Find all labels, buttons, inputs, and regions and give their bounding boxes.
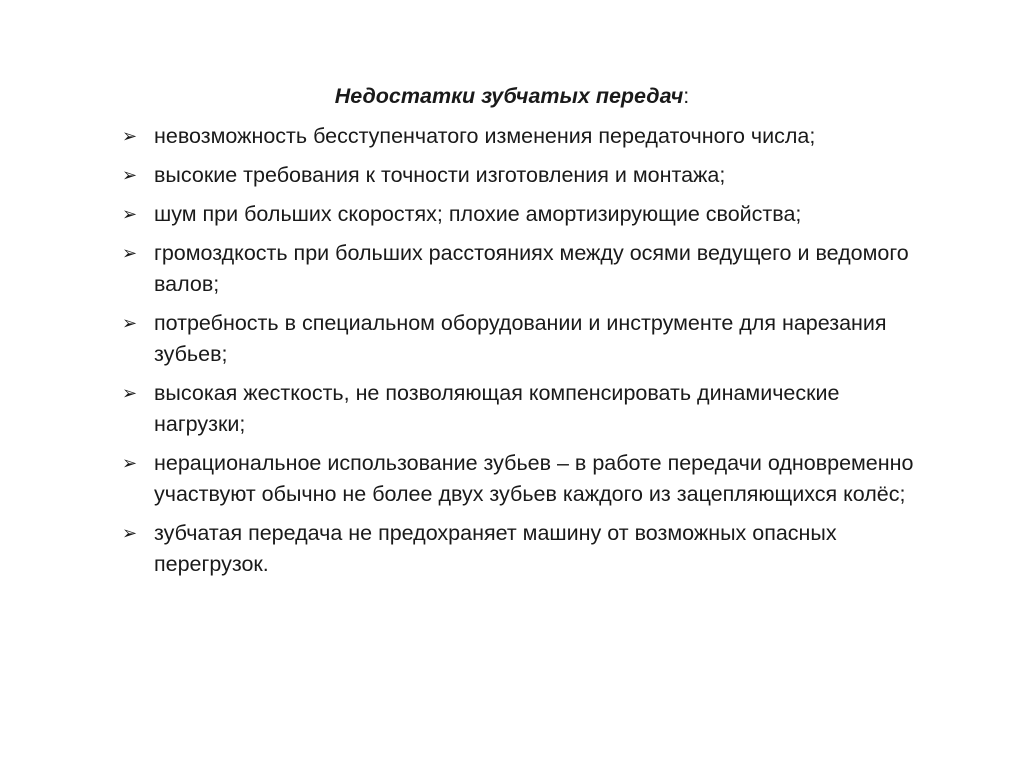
- list-item: [120, 308, 920, 370]
- list-item-text: высокие требования к точности изготовления и монтажа;: [154, 163, 726, 187]
- list-item: [120, 199, 920, 230]
- heading-text: Недостатки зубчатых передач: [334, 84, 684, 108]
- list-item: [120, 378, 920, 440]
- list-item-text: невозможность бесступенчатого изменения передаточного числа;: [154, 124, 816, 148]
- arrow-bullet-icon: ➢: [122, 243, 138, 263]
- list-item: [120, 448, 920, 510]
- arrow-bullet-icon: ➢: [122, 165, 138, 185]
- arrow-bullet-icon: ➢: [122, 523, 138, 543]
- arrow-bullet-icon: ➢: [122, 313, 138, 333]
- list-item-text: зубчатая передача не предохраняет машину от возможных опасных перегрузок.: [154, 521, 837, 576]
- arrow-bullet-icon: ➢: [122, 126, 138, 146]
- list-item-text: громоздкость при больших расстояниях между осями ведущего и ведомого валов;: [154, 241, 909, 296]
- list-item-text: потребность в специальном оборудовании и инструменте для нарезания зубьев;: [154, 311, 887, 366]
- heading-colon: :: [683, 84, 690, 108]
- list-item: [120, 518, 920, 580]
- slide-heading: [0, 80, 1024, 112]
- arrow-bullet-icon: ➢: [122, 383, 138, 403]
- arrow-bullet-icon: ➢: [122, 204, 138, 224]
- arrow-bullet-icon: ➢: [122, 453, 138, 473]
- list-item: [120, 121, 920, 152]
- list-item-text: шум при больших скоростях; плохие амортизирующие свойства;: [154, 202, 802, 226]
- list-item: [120, 160, 920, 191]
- bullet-list: [120, 121, 920, 588]
- list-item-text: нерациональное использование зубьев – в работе передачи одновременно участвуют обычно не более двух зубьев каждого из зацепляющихся колёс;: [154, 451, 914, 506]
- list-item: [120, 238, 920, 300]
- list-item-text: высокая жесткость, не позволяющая компенсировать динамические нагрузки;: [154, 381, 840, 436]
